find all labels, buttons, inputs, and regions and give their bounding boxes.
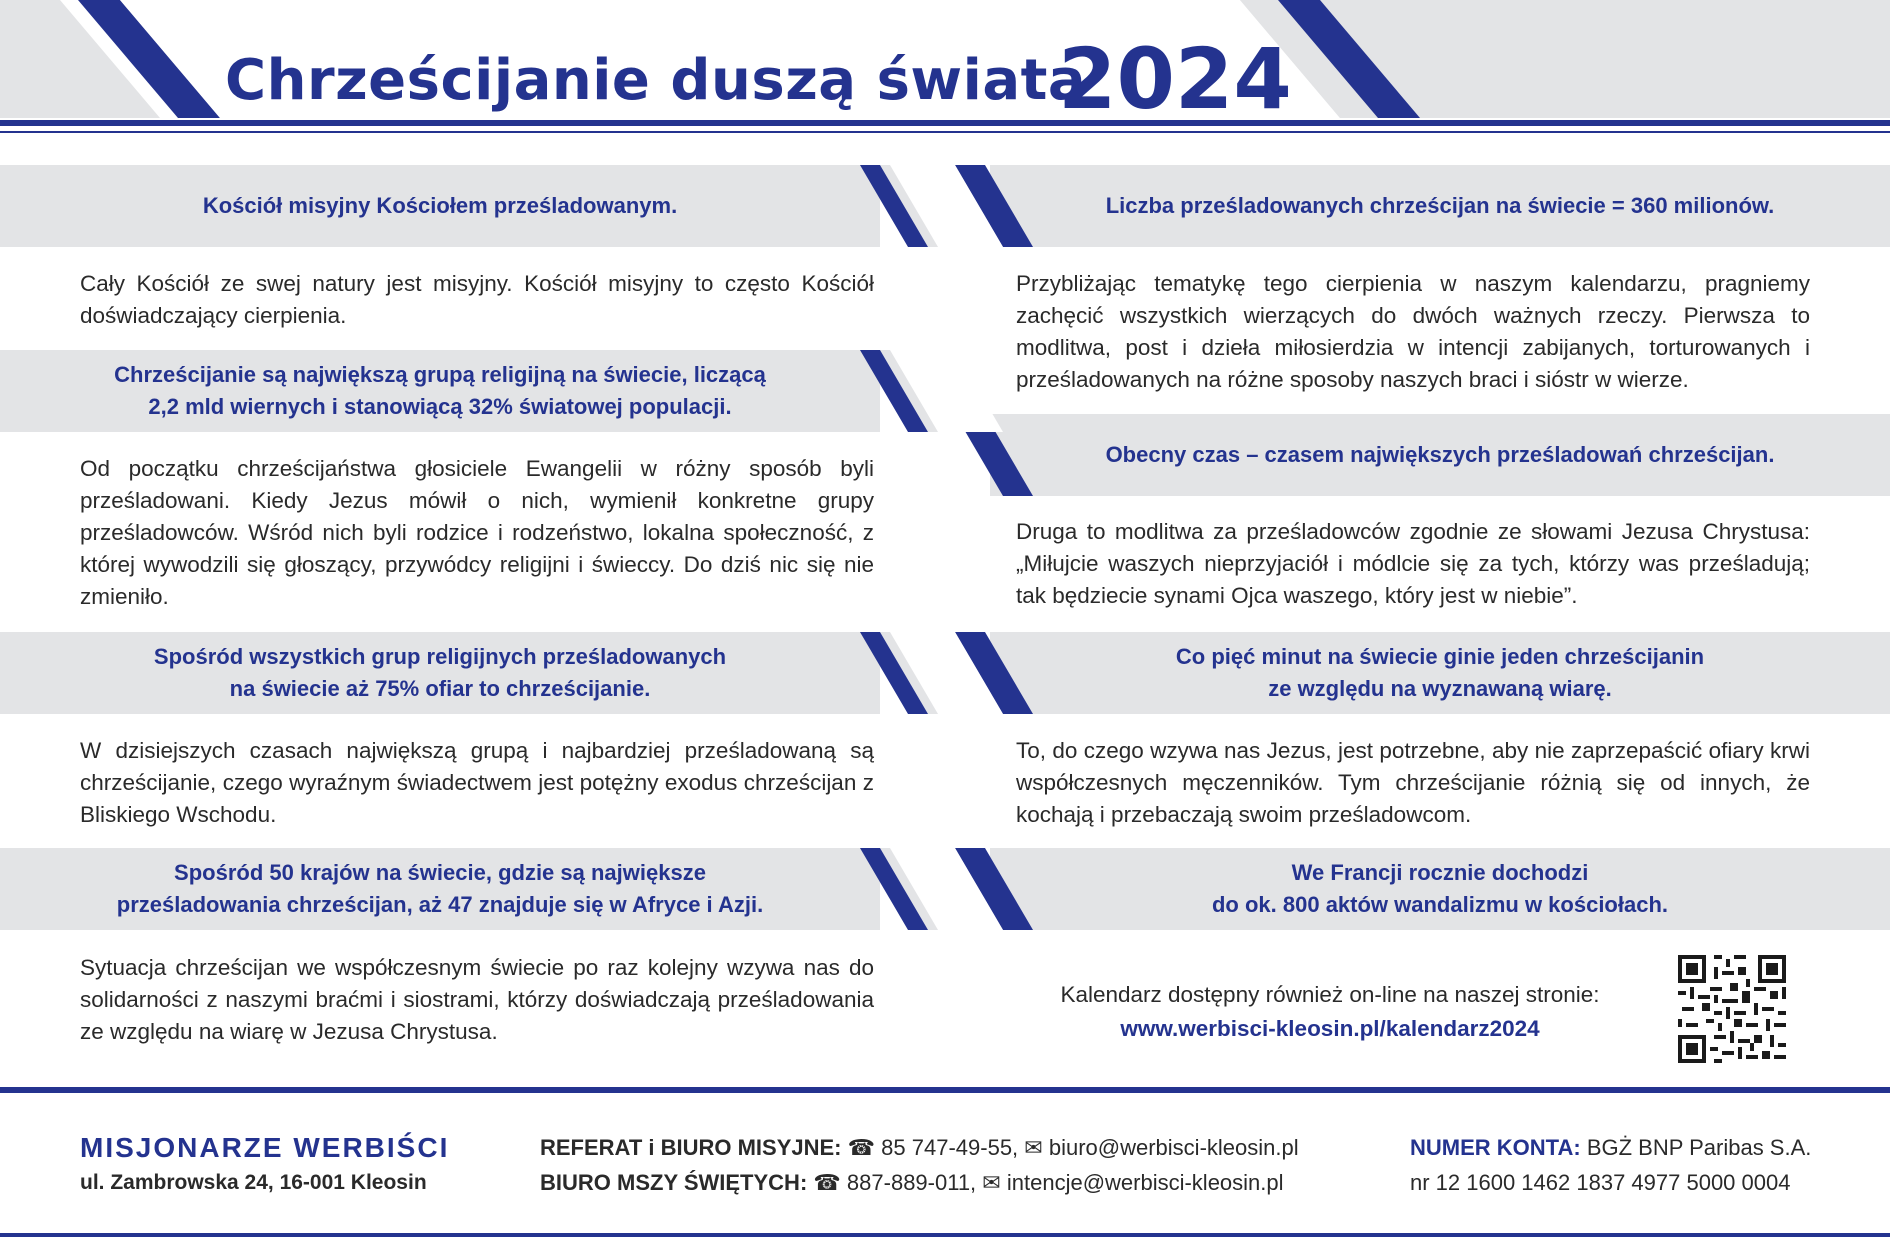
paragraph: Od początku chrześcijaństwa głosiciele Ewangelii w różny sposób byli prześladowani. Kiedy Jezus mówił o nich, wymienił konkretne grupy prześladowców. Wśród nich byli rodzice i rodzeństwo, lokalna społeczność, z której wywodzili się głoszący, przywódcy religijni i świeccy. Do dziś nic się nie zmieniło. bbox=[80, 456, 874, 609]
contact-line-2 bbox=[540, 1170, 1284, 1196]
org-address: ul. Zambrowska 24, 16-001 Kleosin bbox=[80, 1171, 427, 1194]
paragraph: Druga to modlitwa za prześladowców zgodnie ze słowami Jezusa Chrystusa: „Miłujcie waszych nieprzyjaciół i módlcie się za tych, którzy was prześladują; tak będziecie synami Ojca waszego, który jest w niebie”. bbox=[1016, 519, 1810, 608]
online-label: Kalendarz dostępny również on-line na naszej stronie: bbox=[1060, 982, 1600, 1007]
envelope-icon: ✉ bbox=[982, 1170, 1001, 1195]
calendar-link[interactable]: www.werbisci-kleosin.pl/kalendarz2024 bbox=[1120, 1016, 1540, 1041]
contact-line-1 bbox=[540, 1135, 1299, 1161]
bank-name: BGŻ BNP Paribas S.A. bbox=[1586, 1135, 1812, 1160]
account-label: NUMER KONTA: bbox=[1410, 1135, 1581, 1160]
phone-number[interactable]: 85 747-49-55, bbox=[881, 1135, 1019, 1160]
headline-text: Co pięć minut na świecie ginie jeden chrześcijanin ze względu na wyznawaną wiarę. bbox=[1175, 644, 1705, 701]
headline-text: Obecny czas – czasem największych prześladowań chrześcijan. bbox=[1105, 442, 1775, 467]
email-link[interactable]: biuro@werbisci-kleosin.pl bbox=[1048, 1135, 1299, 1160]
phone-number[interactable]: 887-889-011, bbox=[846, 1170, 977, 1195]
paragraph: Sytuacja chrześcijan we współczesnym świecie po raz kolejny wzywa nas do solidarności z naszymi braćmi i siostrami, którzy doświadczają prześladowania ze względu na wiarę w Jezusa Chrystusa. bbox=[80, 955, 874, 1044]
paragraph: Przybliżając tematykę tego cierpienia w naszym kalendarzu, pragniemy zachęcić wszystkich wierzących do dwóch ważnych rzeczy. Pierwsza to modlitwa, post i dzieła miłosierdzia w intencji zabijanych, torturowanych i prześladowanych na różne sposoby naszych braci i sióstr w wierze. bbox=[1016, 271, 1810, 392]
footer-rule-top bbox=[0, 1087, 1890, 1093]
headline-text: Spośród 50 krajów na świecie, gdzie są największe prześladowania chrześcijan, aż 47 znajduje się w Afryce i Azji. bbox=[116, 860, 764, 917]
page-year: 2024 bbox=[1058, 30, 1292, 128]
page-title: Chrześcijanie duszą świata bbox=[225, 48, 1087, 113]
headline-text: Chrześcijanie są największą grupą religijną na świecie, liczącą 2,2 mld wiernych i stanowiącą 32% światowej populacji. bbox=[114, 362, 766, 419]
envelope-icon: ✉ bbox=[1024, 1135, 1043, 1160]
phone-icon: ☎ bbox=[813, 1170, 841, 1195]
paragraph: To, do czego wzywa nas Jezus, jest potrzebne, aby nie zaprzepaścić ofiary krwi współczesnych męczenników. Tym chrześcijanie różnią się od innych, że kochają i przebaczają swoim prześladowcom. bbox=[1016, 738, 1810, 827]
org-name: MISJONARZE WERBIŚCI bbox=[80, 1132, 450, 1163]
email-link[interactable]: intencje@werbisci-kleosin.pl bbox=[1006, 1170, 1284, 1195]
online-info bbox=[1020, 978, 1640, 1046]
account-number: nr 12 1600 1462 1837 4977 5000 0004 bbox=[1410, 1170, 1791, 1195]
contact-label: BIURO MSZY ŚWIĘTYCH: bbox=[540, 1170, 808, 1195]
headline-text: Kościół misyjny Kościołem prześladowanym. bbox=[202, 193, 678, 218]
headline-text: Spośród wszystkich grup religijnych prześladowanych na świecie aż 75% ofiar to chrześcijanie. bbox=[153, 644, 727, 701]
qr-code-icon[interactable] bbox=[1678, 955, 1786, 1063]
phone-icon: ☎ bbox=[847, 1135, 876, 1160]
contact-label: REFERAT i BIURO MISYJNE: bbox=[540, 1135, 842, 1160]
paragraph: Cały Kościół ze swej natury jest misyjny. Kościół misyjny to często Kościół doświadczający cierpienia. bbox=[80, 271, 874, 328]
paragraph: W dzisiejszych czasach największą grupą i najbardziej prześladowaną są chrześcijanie, czego wyraźnym świadectwem jest potężny exodus chrześcijan z Bliskiego Wschodu. bbox=[80, 738, 874, 827]
headline-text: Liczba prześladowanych chrześcijan na świecie = 360 milionów. bbox=[1105, 193, 1775, 218]
account-line-1 bbox=[1410, 1135, 1811, 1161]
footer-rule-bottom bbox=[0, 1233, 1890, 1237]
headline-text: We Francji rocznie dochodzi do ok. 800 aktów wandalizmu w kościołach. bbox=[1211, 860, 1669, 917]
